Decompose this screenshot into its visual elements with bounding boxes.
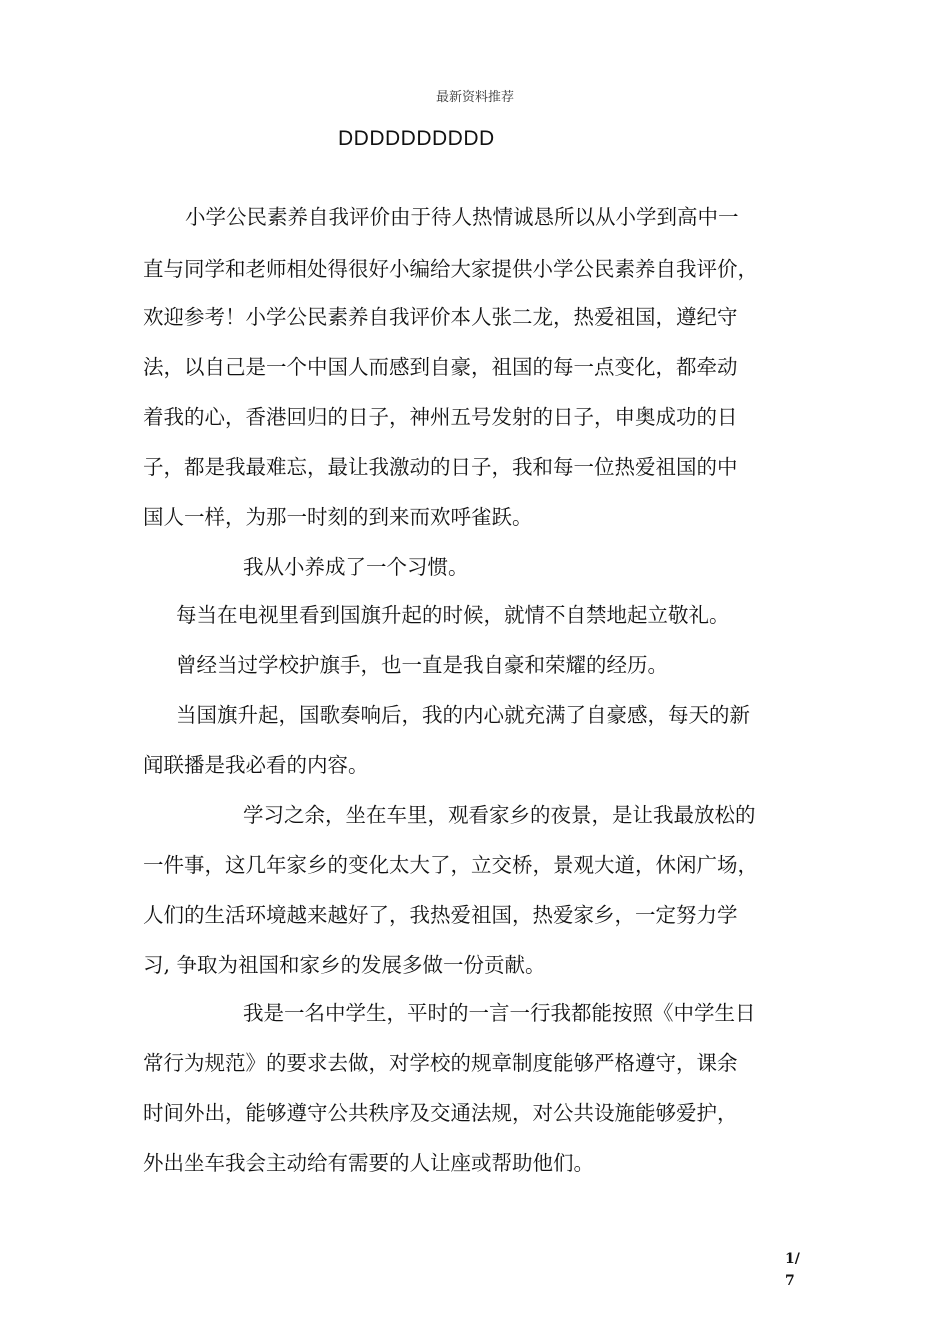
paragraph-line: 我是一名中学生，平时的一言一行我都能按照《中学生日	[243, 1001, 756, 1025]
page-number-bottom: 7	[785, 1273, 795, 1289]
paragraph-line: 习, 争取为祖国和家乡的发展多做一份贡献。	[143, 953, 546, 977]
paragraph-line: 小学公民素养自我评价由于待人热情诚恳所以从小学到高中一	[185, 205, 739, 229]
paragraph-line: 人们的生活环境越来越好了，我热爱祖国，热爱家乡，一定努力学	[143, 903, 738, 927]
paragraph-line: 我从小养成了一个习惯。	[243, 555, 469, 579]
paragraph-line: 国人一样，为那一时刻的到来而欢呼雀跃。	[143, 505, 533, 529]
paragraph-line: 闻联播是我必看的内容。	[143, 753, 369, 777]
paragraph-line: 常行为规范》的要求去做，对学校的规章制度能够严格遵守，课余	[143, 1051, 738, 1075]
paragraph-line: 法，以自己是一个中国人而感到自豪，祖国的每一点变化，都牵动	[143, 355, 738, 379]
paragraph-line: 欢迎参考！小学公民素养自我评价本人张二龙，热爱祖国，遵纪守	[143, 305, 738, 329]
page-number-top: 1/	[785, 1251, 800, 1267]
paragraph-line: 子，都是我最难忘，最让我激动的日子，我和每一位热爱祖国的中	[143, 455, 738, 479]
paragraph-line: 外出坐车我会主动给有需要的人让座或帮助他们。	[143, 1151, 594, 1175]
page-header: 最新资料推荐	[435, 90, 514, 105]
document-title: DDDDDDDDDD	[338, 127, 495, 150]
paragraph-line: 学习之余，坐在车里，观看家乡的夜景，是让我最放松的	[243, 803, 756, 827]
paragraph-line: 每当在电视里看到国旗升起的时候，就情不自禁地起立敬礼。	[176, 603, 730, 627]
paragraph-line: 时间外出，能够遵守公共秩序及交通法规，对公共设施能够爱护，	[143, 1101, 738, 1125]
paragraph-line: 着我的心，香港回归的日子，神州五号发射的日子，申奥成功的日	[143, 405, 738, 429]
paragraph-line: 当国旗升起，国歌奏响后，我的内心就充满了自豪感，每天的新	[176, 703, 750, 727]
paragraph-line: 直与同学和老师相处得很好小编给大家提供小学公民素养自我评价，	[143, 257, 758, 281]
paragraph-line: 曾经当过学校护旗手，也一直是我自豪和荣耀的经历。	[176, 653, 668, 677]
paragraph-line: 一件事，这几年家乡的变化太大了，立交桥，景观大道，休闲广场，	[143, 853, 758, 877]
